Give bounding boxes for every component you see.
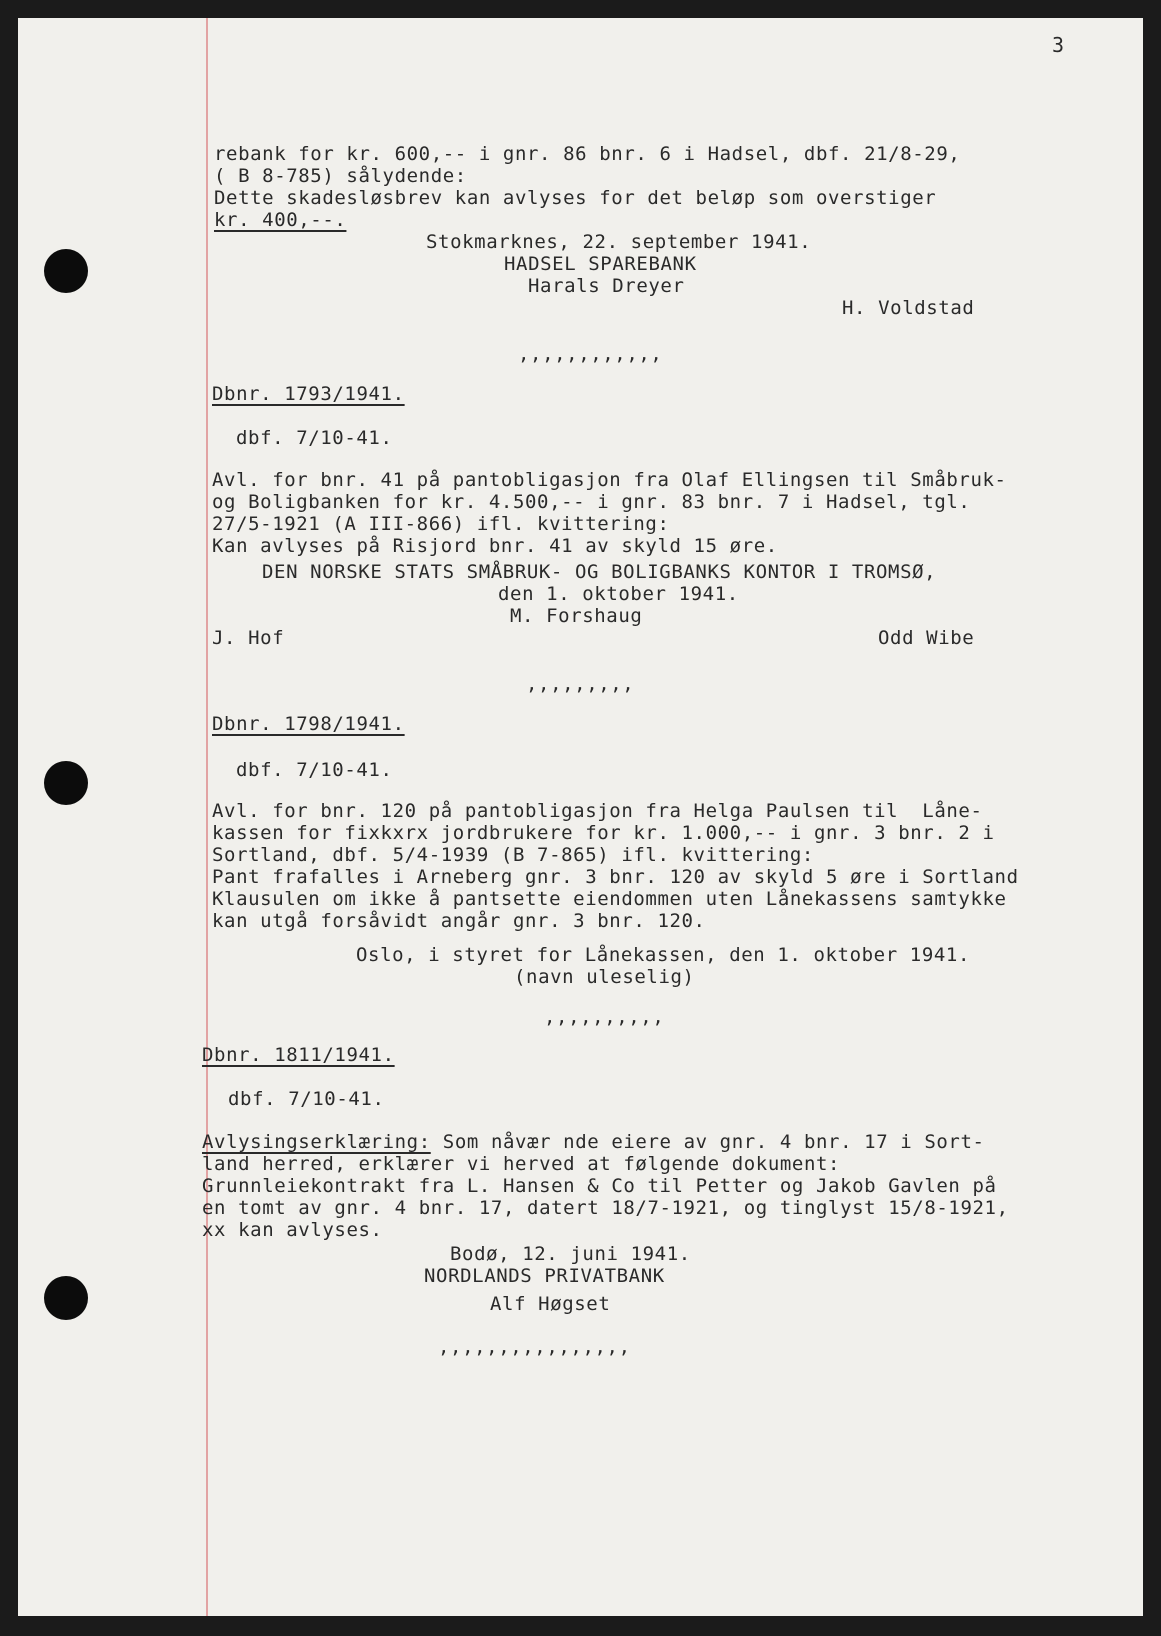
- page-number: 3: [1052, 33, 1065, 57]
- document-page: [18, 18, 1143, 1616]
- underlined-amount: kr. 400,--.: [214, 209, 347, 231]
- punch-hole: [44, 761, 88, 805]
- text-line: Avl. for bnr. 120 på pantobligasjon fra Helga Paulsen til Låne-: [212, 800, 983, 822]
- place-date: Stokmarknes, 22. september 1941.: [426, 231, 812, 253]
- organization: NORDLANDS PRIVATBANK: [424, 1265, 665, 1287]
- declaration-label: Avlysingserklæring:: [202, 1131, 431, 1153]
- text-line: Grunnleiekontrakt fra L. Hansen & Co til Petter og Jakob Gavlen på: [202, 1175, 997, 1197]
- signature: Alf Høgset: [490, 1293, 611, 1315]
- text-line: Som nåvær nde eiere av gnr. 4 bnr. 17 i Sort-: [430, 1131, 985, 1153]
- text-line: land herred, erklærer vi herved at følgende dokument:: [202, 1153, 841, 1175]
- punch-hole: [44, 1276, 88, 1320]
- separator: ,,,,,,,,,,,,: [518, 343, 663, 365]
- organization: DEN NORSKE STATS SMÅBRUK- OG BOLIGBANKS KONTOR I TROMSØ,: [262, 561, 937, 583]
- text-line: rebank for kr. 600,-- i gnr. 86 bnr. 6 i Hadsel, dbf. 21/8-29,: [214, 143, 961, 165]
- text-line: ( B 8-785) sålydende:: [214, 165, 467, 187]
- dbf-date: dbf. 7/10-41.: [236, 759, 393, 781]
- text-line: kassen for fixkxrx jordbrukere for kr. 1.000,-- i gnr. 3 bnr. 2 i: [212, 822, 995, 844]
- dbf-date: dbf. 7/10-41.: [228, 1088, 385, 1110]
- text-line: Kan avlyses på Risjord bnr. 41 av skyld 15 øre.: [212, 535, 778, 557]
- text-line: Dette skadesløsbrev kan avlyses for det beløp som overstiger: [214, 187, 937, 209]
- text-line: og Boligbanken for kr. 4.500,-- i gnr. 83 bnr. 7 i Hadsel, tgl.: [212, 491, 971, 513]
- signature: H. Voldstad: [842, 297, 975, 319]
- punch-hole: [44, 249, 88, 293]
- text-line: xx kan avlyses.: [202, 1219, 383, 1241]
- separator: ,,,,,,,,,: [526, 673, 635, 695]
- text-line: en tomt av gnr. 4 bnr. 17, datert 18/7-1921, og tinglyst 15/8-1921,: [202, 1197, 1009, 1219]
- place-date: Oslo, i styret for Lånekassen, den 1. oktober 1941.: [356, 944, 970, 966]
- separator: ,,,,,,,,,,,,,,,,: [438, 1336, 631, 1358]
- dbf-date: dbf. 7/10-41.: [236, 427, 393, 449]
- text-line-with-label: [202, 1131, 985, 1153]
- place-date: Bodø, 12. juni 1941.: [450, 1243, 691, 1265]
- entry-heading: Dbnr. 1798/1941.: [212, 713, 405, 735]
- entry-heading: Dbnr. 1811/1941.: [202, 1044, 395, 1066]
- organization: HADSEL SPAREBANK: [504, 253, 697, 275]
- text-line: kan utgå forsåvidt angår gnr. 3 bnr. 120.: [212, 910, 706, 932]
- margin-rule: [206, 18, 208, 1616]
- signature: Odd Wibe: [878, 627, 975, 649]
- signature: (navn uleselig): [514, 966, 695, 988]
- text-line: Klausulen om ikke å pantsette eiendommen uten Lånekassens samtykke: [212, 888, 1007, 910]
- signature: M. Forshaug: [510, 605, 643, 627]
- date-line: den 1. oktober 1941.: [498, 583, 739, 605]
- separator: ,,,,,,,,,,: [544, 1006, 665, 1028]
- text-line: Pant frafalles i Arneberg gnr. 3 bnr. 120 av skyld 5 øre i Sortland: [212, 866, 1019, 888]
- entry-heading: Dbnr. 1793/1941.: [212, 383, 405, 405]
- text-line: Avl. for bnr. 41 på pantobligasjon fra Olaf Ellingsen til Småbruk-: [212, 469, 1007, 491]
- signature: J. Hof: [212, 627, 285, 649]
- text-line: 27/5-1921 (A III-866) ifl. kvittering:: [212, 513, 670, 535]
- text-line: Sortland, dbf. 5/4-1939 (B 7-865) ifl. kvittering:: [212, 844, 814, 866]
- signature: Harals Dreyer: [528, 275, 685, 297]
